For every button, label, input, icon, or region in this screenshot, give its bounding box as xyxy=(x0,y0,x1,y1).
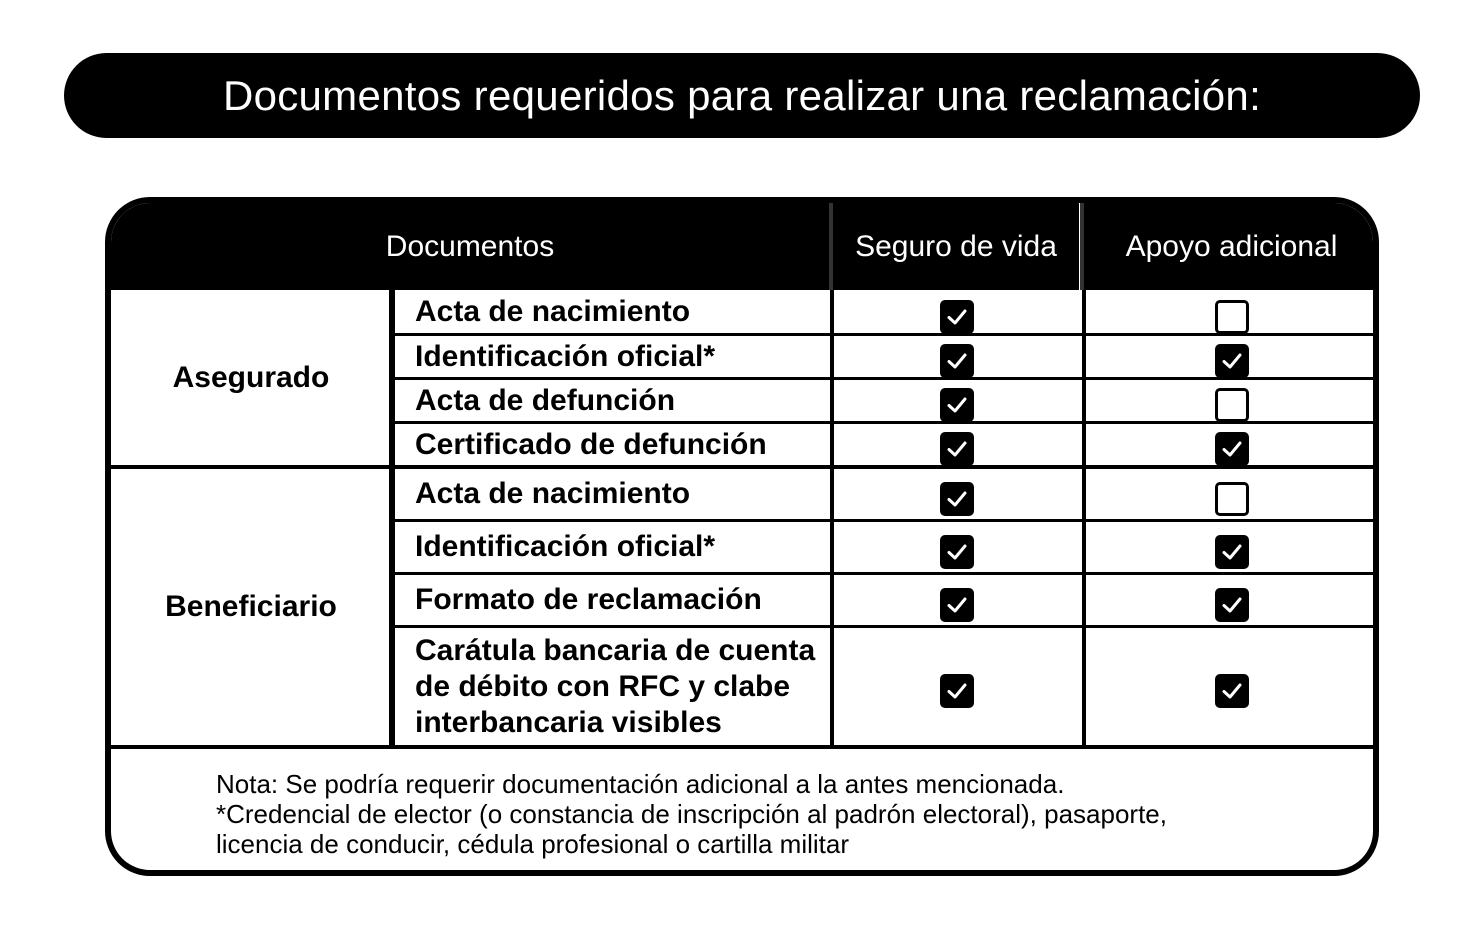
group-label-asegurado: Asegurado xyxy=(172,360,330,394)
checkbox-empty-icon[interactable] xyxy=(1215,482,1249,516)
checkbox-checked-icon[interactable] xyxy=(1215,535,1249,569)
requirements-table xyxy=(105,197,1379,876)
document-cell: Identificación oficial* xyxy=(415,339,716,373)
checkbox-empty-icon[interactable] xyxy=(1215,300,1249,334)
checkbox-checked-icon[interactable] xyxy=(940,432,974,466)
footnote xyxy=(216,769,1316,859)
checkbox-checked-icon[interactable] xyxy=(940,482,974,516)
footnote-line: Nota: Se podría requerir documentación adicional a la antes mencionada. xyxy=(216,769,1065,799)
document-cell: Acta de nacimiento xyxy=(415,294,691,328)
document-cell: Identificación oficial* xyxy=(415,530,716,563)
header-documentos: Documentos xyxy=(111,203,829,290)
group-label-beneficiario: Beneficiario xyxy=(165,590,337,623)
header-seguro-de-vida: Seguro de vida xyxy=(833,203,1079,290)
checkbox-empty-icon[interactable] xyxy=(1215,388,1249,422)
checkbox-checked-icon[interactable] xyxy=(940,674,974,708)
checkbox-checked-icon[interactable] xyxy=(1215,432,1249,466)
document-cell: Acta de defunción xyxy=(415,383,676,417)
table-bottom-divider xyxy=(111,745,1379,749)
checkbox-checked-icon[interactable] xyxy=(1215,674,1249,708)
checkbox-checked-icon[interactable] xyxy=(940,300,974,334)
document-cell: Formato de reclamación xyxy=(415,583,762,616)
header-divider xyxy=(1080,203,1084,290)
document-cell: Carátula bancaria de cuenta de débito con RFC y clabe interbancaria visibles xyxy=(415,633,816,739)
checkbox-checked-icon[interactable] xyxy=(1215,344,1249,378)
checkbox-checked-icon[interactable] xyxy=(1215,588,1249,622)
checkbox-checked-icon[interactable] xyxy=(940,588,974,622)
document-cell: Acta de nacimiento xyxy=(415,477,691,510)
footnote-line: *Credencial de elector (o constancia de inscripción al padrón electoral), pasaporte, xyxy=(216,799,1167,829)
document-cell: Certificado de defunción xyxy=(415,427,767,461)
checkbox-checked-icon[interactable] xyxy=(940,388,974,422)
checkbox-checked-icon[interactable] xyxy=(940,344,974,378)
checkbox-checked-icon[interactable] xyxy=(940,535,974,569)
header-apoyo-adicional: Apoyo adicional xyxy=(1084,203,1379,290)
header-divider xyxy=(829,203,833,290)
page-title: Documentos requeridos para realizar una reclamación: xyxy=(64,53,1420,138)
footnote-line: licencia de conducir, cédula profesional o cartilla militar xyxy=(216,829,849,859)
